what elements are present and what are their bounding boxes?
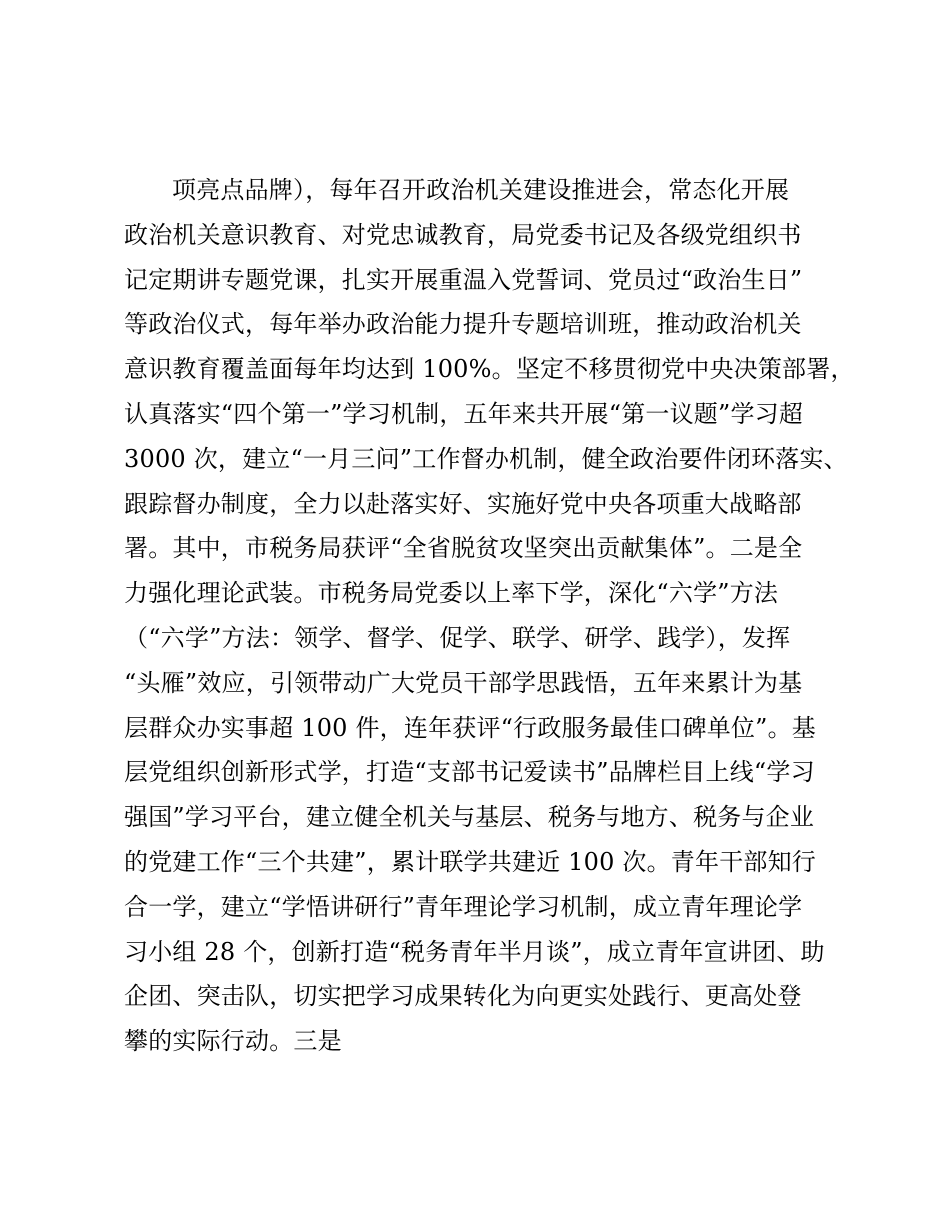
text-line: 层群众办实事超 100 件，连年获评“行政服务最佳口碑单位”。基 (124, 713, 817, 742)
text-line: 力强化理论武装。市税务局党委以上率下学，深化“六学”方法 (124, 579, 779, 608)
text-line: 跟踪督办制度，全力以赴落实好、实施好党中央各项重大战略部 (124, 489, 802, 518)
text-line: 政治机关意识教育、对党忠诚教育，局党委书记及各级党组织书 (124, 220, 802, 249)
text-line: 的党建工作“三个共建”，累计联学共建近 100 次。青年干部知行 (124, 847, 817, 876)
text-line: 习小组 28 个，创新打造“税务青年半月谈”，成立青年宣讲团、助 (124, 937, 825, 966)
text-line: 合一学，建立“学悟讲研行”青年理论学习机制，成立青年理论学 (124, 892, 803, 921)
text-line: 认真落实“四个第一”学习机制，五年来共开展“第一议题”学习超 (124, 399, 804, 428)
text-line: “头雁”效应，引领带动广大党员干部学思践悟，五年来累计为基 (124, 668, 803, 697)
text-line: （“六学”方法：领学、督学、促学、联学、研学、践学），发挥 (124, 623, 791, 652)
body-paragraph (124, 168, 864, 1064)
text-line: 意识教育覆盖面每年均达到 100%。坚定不移贯彻党中央决策部署， (124, 355, 855, 384)
text-line: 项亮点品牌），每年召开政治机关建设推进会，常态化开展 (172, 176, 790, 204)
text-line: 强国”学习平台，建立健全机关与基层、税务与地方、税务与企业 (124, 803, 815, 832)
text-line: 层党组织创新形式学，打造“支部书记爱读书”品牌栏目上线“学习 (124, 758, 815, 787)
text-line: 记定期讲专题党课，扎实开展重温入党誓词、党员过“政治生日” (124, 265, 803, 294)
text-line: 企团、突击队，切实把学习成果转化为向更实处践行、更高处登 (124, 982, 802, 1011)
text-line: 署。其中，市税务局获评“全省脱贫攻坚突出贡献集体”。二是全 (124, 534, 803, 563)
text-line: 等政治仪式，每年举办政治能力提升专题培训班，推动政治机关 (124, 310, 802, 339)
text-line: 攀的实际行动。三是 (124, 1027, 342, 1056)
text-line: 3000 次，建立“一月三问”工作督办机制，健全政治要件闭环落实、 (124, 444, 848, 473)
